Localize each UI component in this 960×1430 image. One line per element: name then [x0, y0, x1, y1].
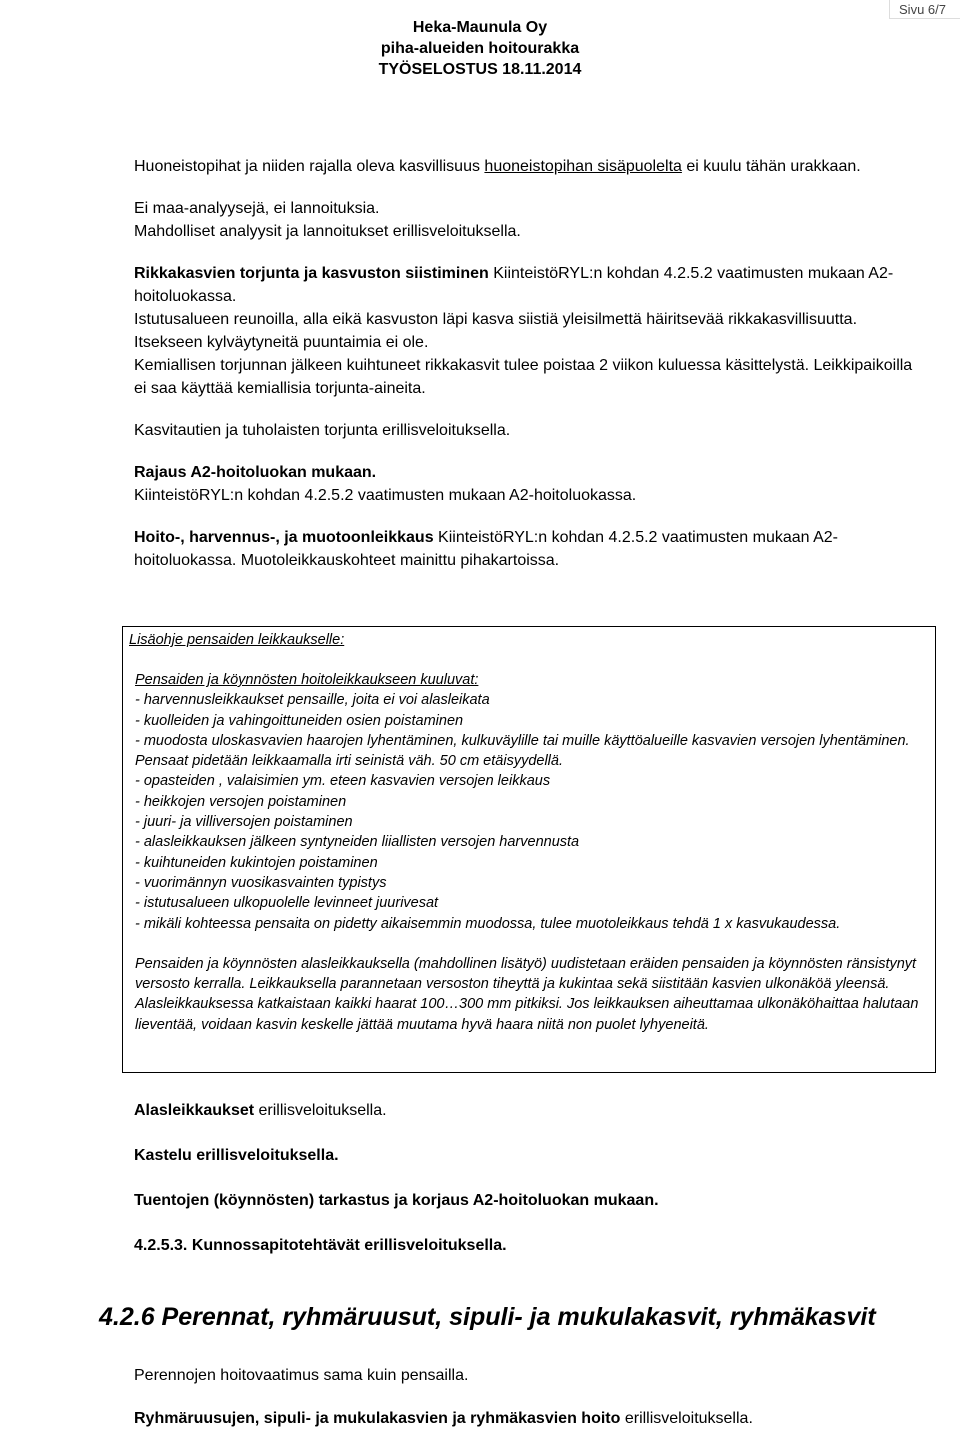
list-item: - kuolleiden ja vahingoittuneiden osien poistaminen — [135, 712, 464, 729]
paragraph-rajaus-heading: Rajaus A2-hoitoluokan mukaan. — [134, 464, 377, 481]
list-item: - mikäli kohteessa pensaita on pidetty aikaisemmin muodossa, tulee muotoleikkaus tehdä 1 x kasvukaudessa. — [135, 915, 841, 932]
main-content — [134, 155, 924, 572]
paragraph-kemiallinen: Kemiallisen torjunnan jälkeen kuihtuneet rikkakasvit tulee poistaa 2 viikon kuluessa käsittelystä. Leikkipaikoilla ei saa käyttää kemiallisia torjunta-aineita. — [134, 357, 913, 397]
bold-heading: Ryhmäruusujen, sipuli- ja mukulakasvien ja ryhmäkasvien hoito — [134, 1410, 621, 1427]
bold-heading: Alasleikkaukset — [134, 1102, 255, 1119]
list-item: - istutusalueen ulkopuolelle levinneet juurivesat — [135, 895, 439, 912]
bold-heading: Rikkakasvien torjunta ja kasvuston siistiminen — [134, 265, 489, 282]
list-item: - heikkojen versojen poistaminen — [135, 793, 347, 810]
pruning-instruction-box — [122, 626, 936, 1073]
text: KiinteistöRYL:n kohdan 4.2.5.2 vaatimusten mukaan A2-hoitoluokassa. — [134, 265, 894, 305]
contract-name: piha-alueiden hoitourakka — [380, 40, 580, 57]
page-number: Sivu 6/7 — [899, 2, 946, 17]
text: Huoneistopihat ja niiden rajalla oleva kasvillisuus — [134, 158, 485, 175]
document-header — [0, 17, 960, 80]
paragraph-kastelu: Kastelu erillisveloituksella. — [134, 1147, 339, 1164]
list-item: - juuri- ja villiversojen poistaminen — [135, 814, 353, 831]
section-content — [134, 1364, 924, 1430]
bold-heading: Hoito-, harvennus-, ja muotoonleikkaus — [134, 529, 434, 546]
underlined-text: huoneistopihan sisäpuolelta — [484, 158, 682, 175]
document-title: TYÖSELOSTUS 18.11.2014 — [378, 61, 582, 78]
list-item: - kuihtuneiden kukintojen poistaminen — [135, 854, 378, 871]
paragraph-huoneistopihat — [134, 155, 924, 178]
paragraph-kasvitautien: Kasvitautien ja tuholaisten torjunta erillisveloituksella. — [134, 422, 511, 439]
paragraph-ryhmaruusut — [134, 1407, 924, 1430]
list-item: - alasleikkauksen jälkeen syntyneiden liiallisten versojen harvennusta — [135, 834, 580, 851]
box-body — [135, 670, 925, 1035]
text: erillisveloituksella. — [620, 1410, 753, 1427]
box-title: Lisäohje pensaiden leikkaukselle: — [129, 632, 345, 648]
paragraph-hoito-leikkaus — [134, 526, 924, 572]
text: KiinteistöRYL:n kohdan 4.2.5.2 vaatimusten mukaan A2-hoitoluokassa. Muotoleikkauskohteet mainittu pihakartoissa. — [134, 529, 838, 569]
box-intro: Pensaiden ja köynnösten hoitoleikkaukseen kuuluvat: — [135, 672, 479, 688]
text: ei kuulu tähän urakkaan. — [681, 158, 861, 175]
paragraph-rikkakasvien-torjunta — [134, 262, 924, 308]
paragraph-rajaus-body: KiinteistöRYL:n kohdan 4.2.5.2 vaatimusten mukaan A2-hoitoluokassa. — [134, 487, 637, 504]
list-item: - muodosta uloskasvavien haarojen lyhentäminen, kulkuväylille tai muille käyttöalueille kasvavien versojen lyhentäminen. Pensaat pidetään leikkaamalla irti seinistä väh. 50 cm etäisyydellä. — [135, 732, 910, 770]
paragraph-kunnossapito: 4.2.5.3. Kunnossapitotehtävät erillisveloituksella. — [134, 1237, 507, 1254]
paragraph-analyysit-1: Ei maa-analyysejä, ei lannoituksia. — [134, 200, 380, 217]
list-item: - vuorimännyn vuosikasvainten typistys — [135, 874, 387, 891]
company-name: Heka-Maunula Oy — [412, 19, 548, 36]
list-item: - harvennusleikkaukset pensaille, joita ei voi alasleikata — [135, 692, 490, 709]
after-box-content — [134, 1100, 924, 1257]
paragraph-perennat: Perennojen hoitovaatimus sama kuin pensailla. — [134, 1367, 469, 1384]
paragraph-istutusalueen: Istutusalueen reunoilla, alla eikä kasvuston läpi kasva siistiä yleisilmettä häiritsevää rikkakasvillisuutta. Itsekseen kylväytyneitä puuntaimia ei ole. — [134, 311, 858, 351]
text: erillisveloituksella. — [254, 1102, 387, 1119]
paragraph-alasleikkaukset — [134, 1100, 924, 1122]
list-item: - opasteiden , valaisimien ym. eteen kasvavien versojen leikkaus — [135, 773, 551, 790]
box-closing-paragraph: Pensaiden ja köynnösten alasleikkauksella (mahdollinen lisätyö) uudistetaan eräiden pensaiden ja köynnösten ränsistynyt versosto kerralla. Leikkauksella parannetaan versoston tiheyttä ja kukintaa sekä siistitään kasvien ulkonäköä yleensä. Alasleikkauksessa katkaistaan kaikki haarat 100…300 mm pitkiksi. Jos leikkauksen aiheuttamaa ulkonäköhaittaa halutaan lieventää, voidaan kasvin keskelle jättää muutama hyvä haara niitä non puolet lyhyeneitä. — [135, 955, 919, 1033]
section-heading-4-2-6: 4.2.6 Perennat, ryhmäruusut, sipuli- ja mukulakasvit, ryhmäkasvit — [99, 1303, 876, 1331]
paragraph-tuentojen: Tuentojen (köynnösten) tarkastus ja korjaus A2-hoitoluokan mukaan. — [134, 1192, 659, 1209]
paragraph-analyysit-2: Mahdolliset analyysit ja lannoitukset erillisveloituksella. — [134, 223, 521, 240]
